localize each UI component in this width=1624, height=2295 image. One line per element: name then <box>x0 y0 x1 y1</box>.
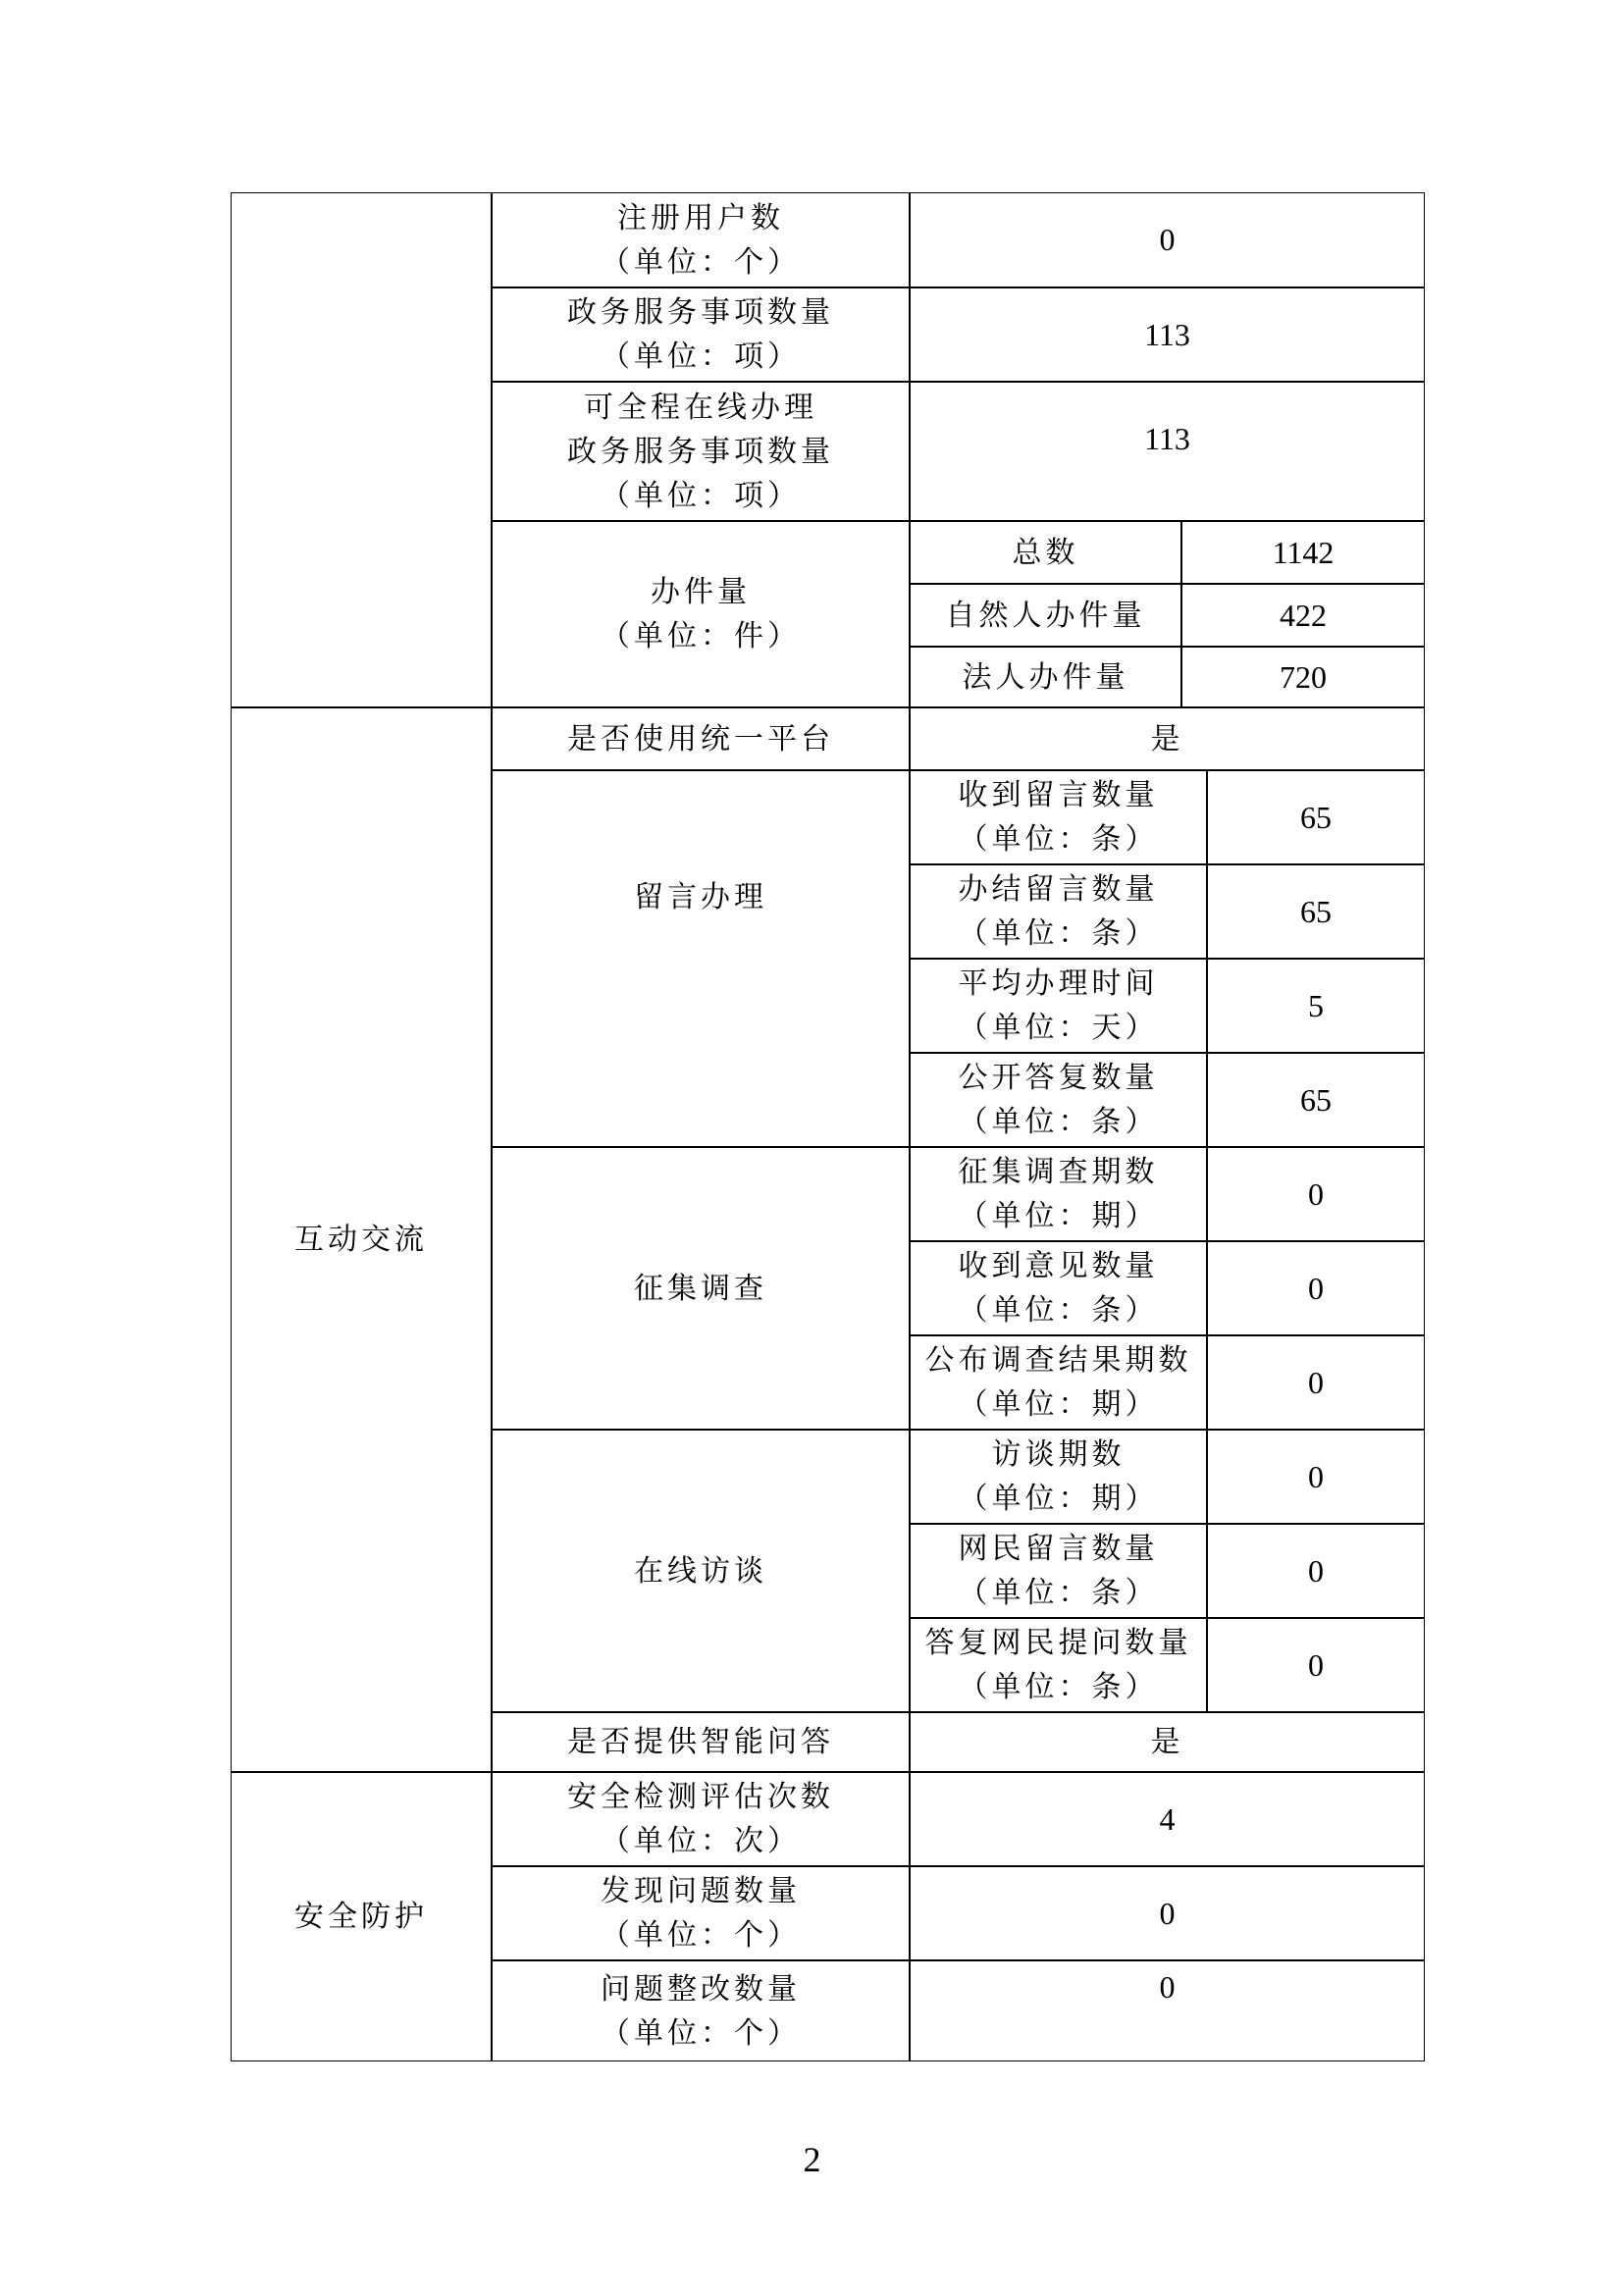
label-unified-platform: 是否使用统一平台 <box>492 707 910 770</box>
interviews-messages-label: 网民留言数量 （单位：条） <box>910 1524 1207 1618</box>
cases-legal-value: 720 <box>1181 647 1425 707</box>
surveys-periods-value: 0 <box>1207 1147 1425 1241</box>
label-registered-users: 注册用户数 （单位：个） <box>492 192 910 287</box>
messages-closed-value: 65 <box>1207 864 1425 959</box>
section-cell-interaction <box>231 707 492 1772</box>
surveys-results-value: 0 <box>1207 1335 1425 1430</box>
label-service-items: 政务服务事项数量 （单位：项） <box>492 287 910 382</box>
surveys-results-label: 公布调查结果期数 （单位：期） <box>910 1335 1207 1430</box>
interviews-replies-value: 0 <box>1207 1618 1425 1712</box>
label-issues-found: 发现问题数量 （单位：个） <box>492 1866 910 1960</box>
value-issues-found: 0 <box>910 1866 1425 1960</box>
label-online-items: 可全程在线办理 政务服务事项数量 （单位：项） <box>492 382 910 521</box>
value-security-assessments: 4 <box>910 1772 1425 1866</box>
cases-natural-label: 自然人办件量 <box>910 584 1181 647</box>
section-cell-service <box>231 192 492 707</box>
label-security-assessments: 安全检测评估次数 （单位：次） <box>492 1772 910 1866</box>
label-smart-qa: 是否提供智能问答 <box>492 1712 910 1772</box>
value-service-items: 113 <box>910 287 1425 382</box>
value-issues-fixed: 0 <box>910 1960 1425 2061</box>
value-registered-users: 0 <box>910 192 1425 287</box>
messages-avg-time-value: 5 <box>1207 959 1425 1053</box>
interviews-replies-label: 答复网民提问数量 （单位：条） <box>910 1618 1207 1712</box>
section-cell-security <box>231 1772 492 2061</box>
interviews-messages-value: 0 <box>1207 1524 1425 1618</box>
surveys-periods-label: 征集调查期数 （单位：期） <box>910 1147 1207 1241</box>
cases-total-label: 总数 <box>910 521 1181 584</box>
label-messages: 留言办理 <box>492 770 910 1147</box>
page-number: 2 <box>803 2140 821 2179</box>
surveys-opinions-value: 0 <box>1207 1241 1425 1335</box>
messages-received-label: 收到留言数量 （单位：条） <box>910 770 1207 864</box>
label-surveys: 征集调查 <box>492 1147 910 1430</box>
label-interviews: 在线访谈 <box>492 1430 910 1712</box>
value-unified-platform: 是 <box>910 707 1425 770</box>
cases-natural-value: 422 <box>1181 584 1425 647</box>
value-smart-qa: 是 <box>910 1712 1425 1772</box>
label-issues-fixed: 问题整改数量 （单位：个） <box>492 1960 910 2061</box>
label-cases: 办件量 （单位：件） <box>492 521 910 707</box>
messages-received-value: 65 <box>1207 770 1425 864</box>
statistics-table <box>231 192 1425 2061</box>
section-label-interaction: 互动交流 <box>294 1223 428 1257</box>
cases-legal-label: 法人办件量 <box>910 647 1181 707</box>
interviews-periods-value: 0 <box>1207 1430 1425 1524</box>
messages-public-replies-label: 公开答复数量 （单位：条） <box>910 1053 1207 1147</box>
surveys-opinions-label: 收到意见数量 （单位：条） <box>910 1241 1207 1335</box>
messages-public-replies-value: 65 <box>1207 1053 1425 1147</box>
interviews-periods-label: 访谈期数 （单位：期） <box>910 1430 1207 1524</box>
cases-total-value: 1142 <box>1181 521 1425 584</box>
messages-closed-label: 办结留言数量 （单位：条） <box>910 864 1207 959</box>
value-online-items: 113 <box>910 382 1425 521</box>
messages-avg-time-label: 平均办理时间 （单位：天） <box>910 959 1207 1053</box>
section-label-security: 安全防护 <box>294 1900 428 1934</box>
